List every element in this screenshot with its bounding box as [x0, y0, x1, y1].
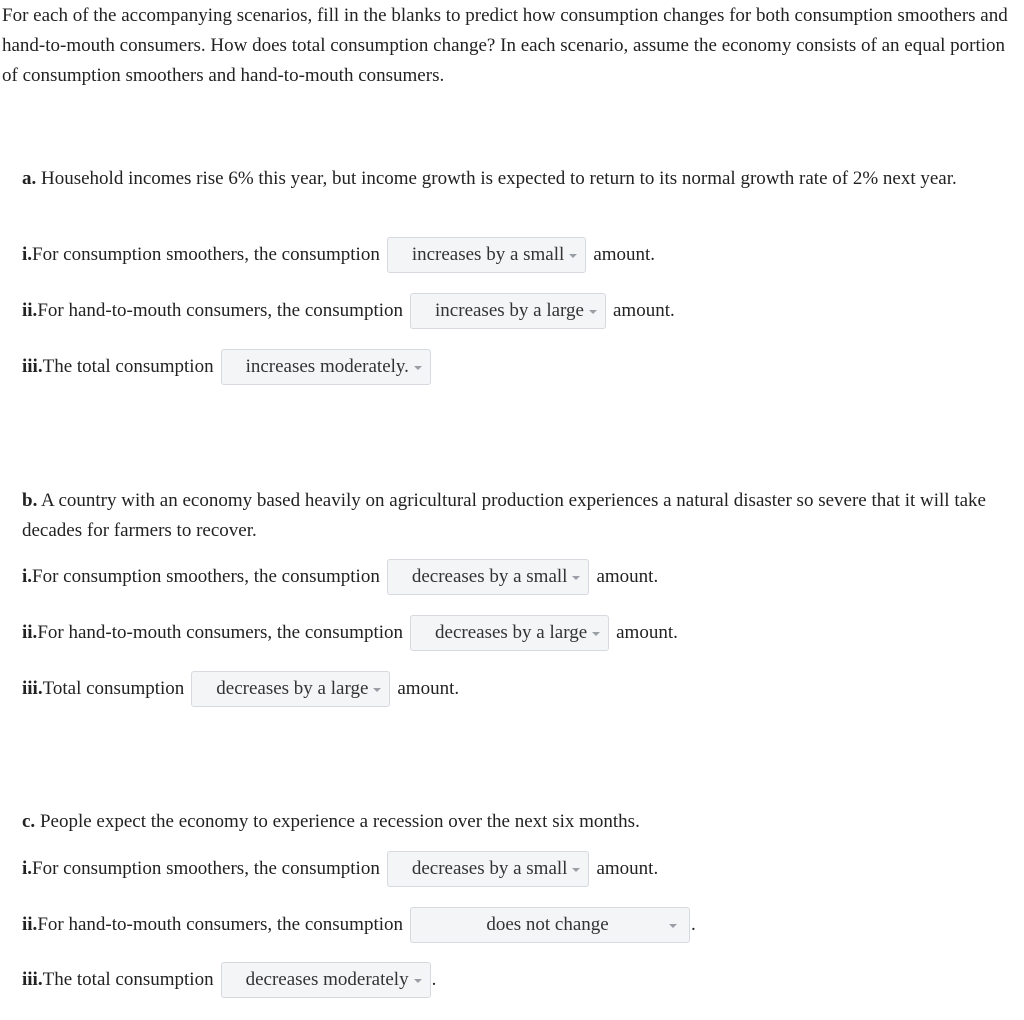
- question-text: For consumption smoothers, the consumption: [32, 858, 380, 879]
- question-suffix: amount.: [593, 244, 656, 265]
- question-b-ii: [22, 614, 678, 652]
- answer-dropdown-c-i[interactable]: [387, 851, 590, 887]
- dropdown-value: decreases by a small: [411, 566, 568, 587]
- answer-dropdown-a-i[interactable]: [387, 237, 586, 273]
- answer-dropdown-b-ii[interactable]: [410, 615, 609, 651]
- question-number: i.: [22, 566, 33, 587]
- question-suffix: .: [431, 969, 437, 990]
- question-a-ii: [22, 292, 675, 330]
- question-number: iii.: [22, 678, 43, 699]
- answer-dropdown-a-iii[interactable]: [221, 349, 431, 385]
- dropdown-value: does not change: [486, 914, 609, 935]
- dropdown-value: increases moderately.: [245, 356, 409, 377]
- question-number: iii.: [22, 969, 43, 990]
- scenario-c-text: People expect the economy to experience a recession over the next six months.: [35, 811, 640, 832]
- instructions: For each of the accompanying scenarios, fill in the blanks to predict how consumption changes for both consumption smoothers and hand-to-mouth consumers. How does total consumption change? In each scenario, assume the economy consists of an equal portion of consumption smoothers and hand-to-mouth consumers.: [2, 5, 1008, 86]
- chevron-down-icon: [592, 632, 600, 636]
- scenario-a-text: Household incomes rise 6% this year, but income growth is expected to return to its normal growth rate of 2% next year.: [36, 168, 957, 189]
- scenario-a: [22, 164, 1012, 194]
- question-text: For hand-to-mouth consumers, the consumption: [37, 300, 404, 321]
- answer-dropdown-c-iii[interactable]: [221, 962, 431, 998]
- question-text: The total consumption: [42, 356, 214, 377]
- question-text: For consumption smoothers, the consumption: [32, 244, 380, 265]
- chevron-down-icon: [569, 254, 577, 258]
- question-number: iii.: [22, 356, 43, 377]
- question-suffix: amount.: [596, 858, 659, 879]
- question-number: ii.: [22, 622, 38, 643]
- question-c-ii: [22, 906, 696, 944]
- dropdown-value: decreases by a small: [411, 858, 568, 879]
- chevron-down-icon: [414, 979, 422, 983]
- scenario-c: [22, 807, 1012, 837]
- chevron-down-icon: [572, 868, 580, 872]
- question-suffix: amount.: [616, 622, 678, 643]
- question-suffix: amount.: [612, 300, 675, 321]
- chevron-down-icon: [589, 310, 597, 314]
- scenario-b-text: A country with an economy based heavily on agricultural production experiences a natural disaster so severe that it will take decades for farmers to recover.: [22, 490, 986, 541]
- scenario-b-label: b.: [22, 490, 38, 511]
- chevron-down-icon: [414, 366, 422, 370]
- answer-dropdown-c-ii[interactable]: [410, 907, 690, 943]
- question-text: The total consumption: [42, 969, 214, 990]
- dropdown-value: decreases by a large: [216, 678, 369, 699]
- question-text: For hand-to-mouth consumers, the consumption: [37, 622, 404, 643]
- question-suffix: amount.: [596, 566, 659, 587]
- question-c-iii: [22, 961, 436, 999]
- question-c-i: [22, 850, 658, 888]
- question-number: i.: [22, 858, 33, 879]
- question-a-iii: [22, 348, 438, 386]
- question-text: For hand-to-mouth consumers, the consumption: [37, 914, 404, 935]
- dropdown-value: increases by a small: [411, 244, 565, 265]
- chevron-down-icon: [669, 924, 677, 928]
- dropdown-value: decreases moderately: [245, 969, 409, 990]
- question-b-i: [22, 558, 658, 596]
- question-suffix: amount.: [397, 678, 460, 699]
- scenario-a-label: a.: [22, 168, 37, 189]
- answer-dropdown-b-i[interactable]: [387, 559, 590, 595]
- question-b-iii: [22, 670, 459, 708]
- question-number: ii.: [22, 300, 38, 321]
- question-number: i.: [22, 244, 33, 265]
- chevron-down-icon: [572, 576, 580, 580]
- answer-dropdown-a-ii[interactable]: [410, 293, 606, 329]
- question-a-i: [22, 236, 655, 274]
- question-text: Total consumption: [42, 678, 185, 699]
- question-suffix: .: [691, 914, 696, 935]
- dropdown-value: decreases by a large: [435, 622, 588, 643]
- scenario-b: [22, 486, 1012, 546]
- dropdown-value: increases by a large: [435, 300, 584, 321]
- answer-dropdown-b-iii[interactable]: [191, 671, 390, 707]
- question-number: ii.: [22, 914, 38, 935]
- chevron-down-icon: [373, 688, 381, 692]
- question-text: For consumption smoothers, the consumption: [32, 566, 380, 587]
- scenario-c-label: c.: [22, 811, 36, 832]
